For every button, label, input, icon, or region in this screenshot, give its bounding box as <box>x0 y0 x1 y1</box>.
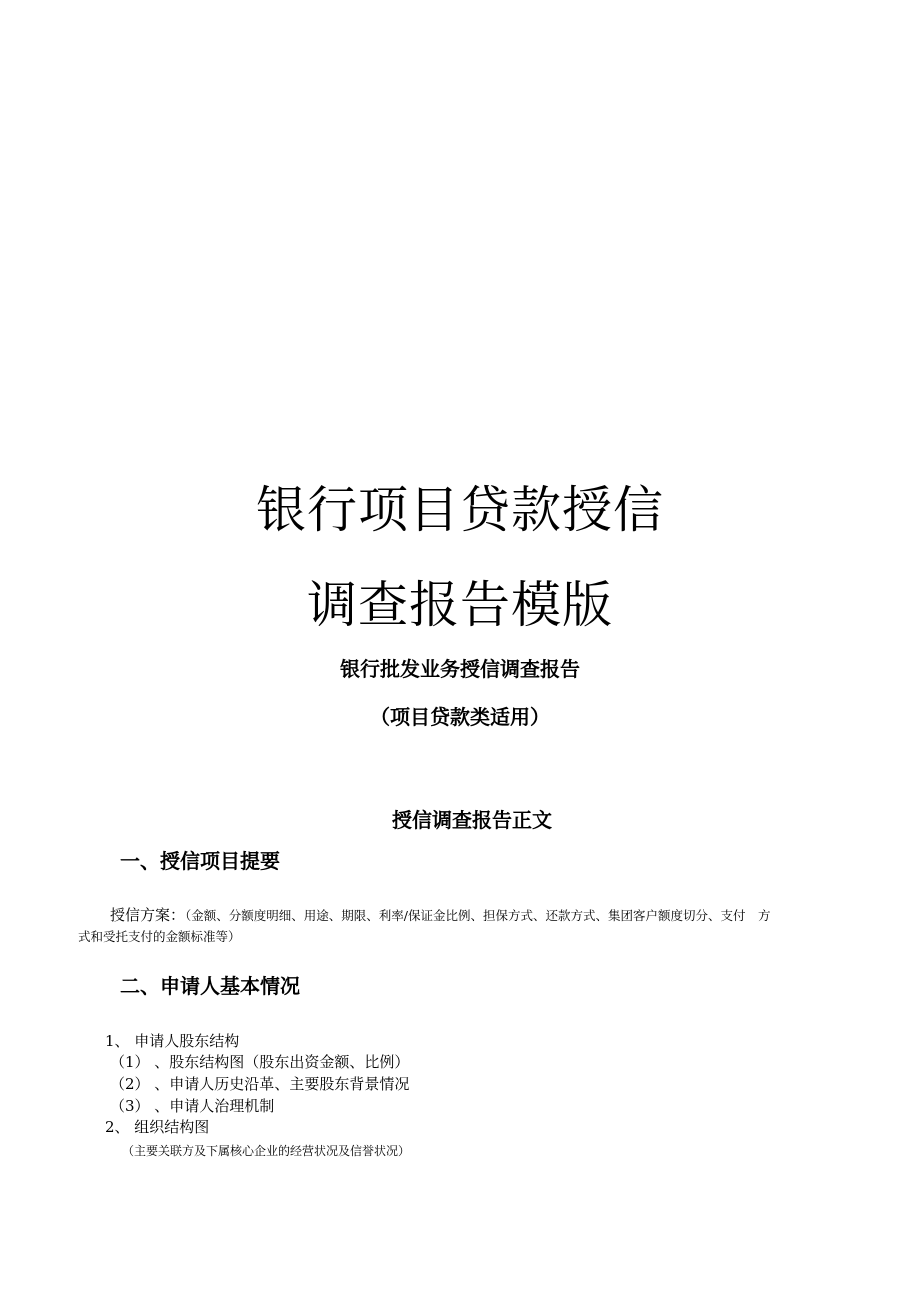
section-2-heading: 二、申请人基本情况 <box>120 974 300 998</box>
body-heading: 授信调查报告正文 <box>392 808 552 832</box>
credit-plan-detail-continued: 式和受托支付的金额标准等） <box>78 929 241 944</box>
report-applicability-note: （项目贷款类适用） <box>370 705 550 729</box>
credit-plan-line <box>110 905 770 925</box>
organization-note: （主要关联方及下属核心企业的经营状况及信誉状况） <box>122 1144 411 1158</box>
list-item: 2、 组织结构图 <box>105 1118 210 1136</box>
list-item: （1） 、股东结构图（股东出资金额、比例） <box>110 1053 410 1071</box>
document-title-line-2: 调查报告模版 <box>307 576 613 634</box>
section-1-heading: 一、授信项目提要 <box>120 849 280 873</box>
document-title-line-1: 银行项目贷款授信 <box>256 481 664 539</box>
credit-plan-label: 授信方案： <box>110 906 186 924</box>
credit-plan-detail: （金额、分额度明细、用途、期限、利率/保证金比例、担保方式、还款方式、集团客户额度切分、支付 方 <box>185 908 771 923</box>
report-subtitle: 银行批发业务授信调查报告 <box>340 657 580 681</box>
list-item: （3） 、申请人治理机制 <box>110 1097 275 1115</box>
list-item: （2） 、申请人历史沿革、主要股东背景情况 <box>110 1075 410 1093</box>
list-item: 1、 申请人股东结构 <box>105 1032 240 1050</box>
